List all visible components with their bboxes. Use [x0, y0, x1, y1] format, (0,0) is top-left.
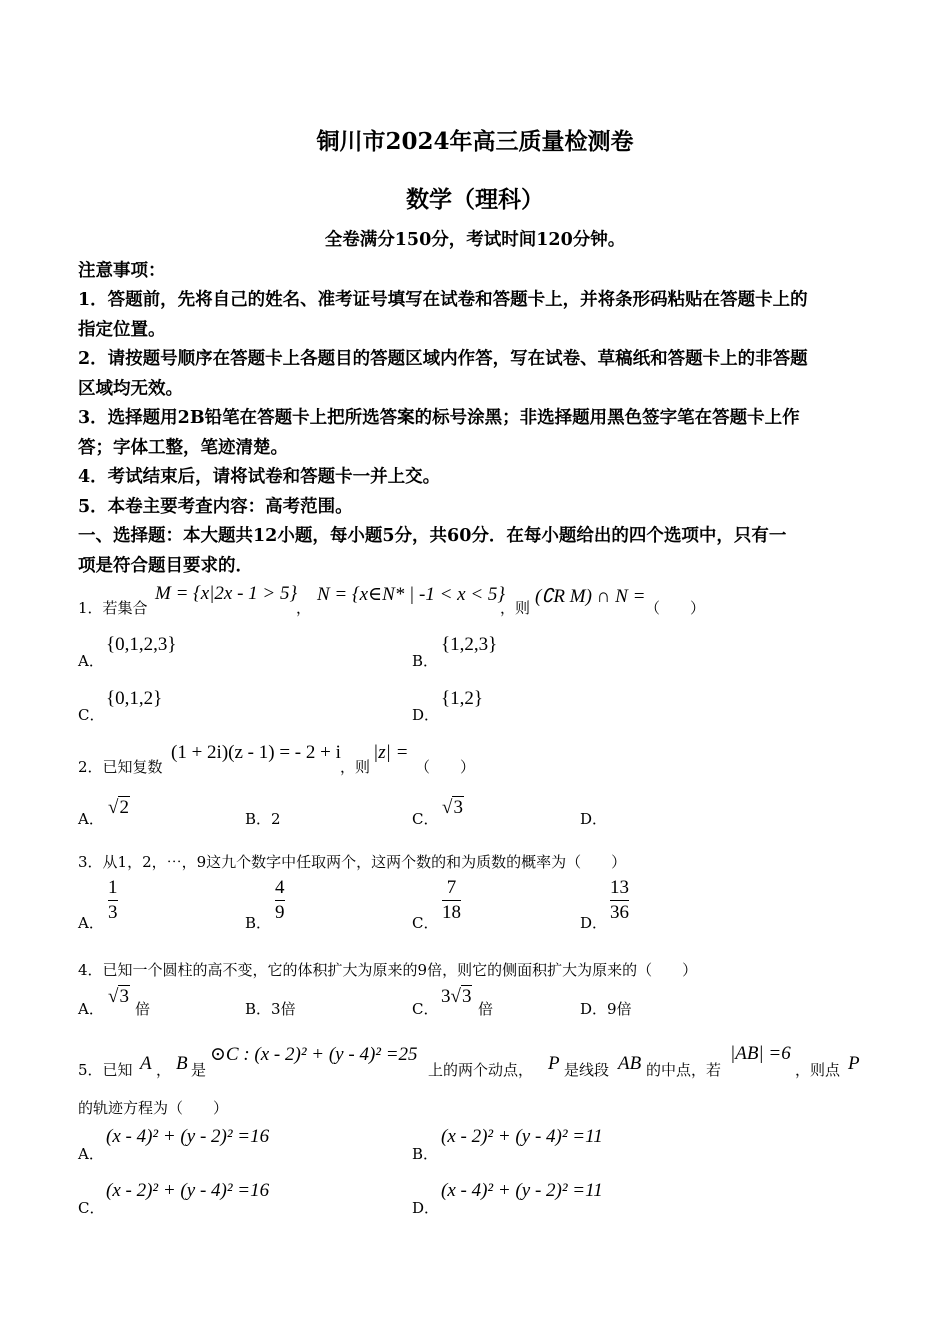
q1-option-d: {1,2} — [441, 688, 483, 709]
q4-option-c-radicand: 3 — [461, 986, 472, 1007]
exam-subject: 数学（理科） — [406, 186, 544, 213]
q5-point-p: P — [548, 1053, 560, 1074]
q5-option-a: (x - 4)² + (y - 2)² =16 — [106, 1126, 270, 1147]
q5-mid4: ，则点 — [795, 1061, 841, 1079]
q2-prefix: 2．已知复数 — [78, 758, 163, 776]
q5-option-b: (x - 2)² + (y - 4)² =11 — [441, 1126, 603, 1147]
q5-sep: ， — [156, 1061, 172, 1079]
note-2a: 2．请按题号顺序在答题卡上各题目的答题区域内作答，写在试卷、草稿纸和答题卡上的非答题 — [78, 349, 808, 369]
q5-mid2: 是线段 — [564, 1061, 610, 1079]
q4-stem: 4．已知一个圆柱的高不变，它的体积扩大为原来的9倍，则它的侧面积扩大为原来的（ ） — [78, 961, 698, 979]
q4-option-c: 3√3 — [441, 986, 472, 1007]
note-3a: 3．选择题用2B铅笔在答题卡上把所选答案的标号涂黑；非选择题用黑色签字笔在答题卡上作 — [78, 408, 800, 428]
q1-set-m: M = {x|2x - 1 > 5} — [155, 583, 298, 604]
q4-option-d: D．9倍 — [580, 1000, 632, 1018]
q1-comma: ， — [296, 599, 312, 617]
note-1a: 1．答题前，先将自己的姓名、准考证号填写在试卷和答题卡上，并将条形码粘贴在答题卡上的 — [78, 290, 808, 310]
q2-expr: (1 + 2i)(z - 1) = - 2 + i — [171, 742, 341, 763]
q4-option-c-label: C． — [412, 1000, 439, 1018]
q4-option-a: √3 — [108, 986, 129, 1007]
q5-point-a: A — [140, 1053, 152, 1074]
exam-info: 全卷满分150分，考试时间120分钟。 — [324, 230, 626, 250]
q2-option-b: B．2 — [245, 810, 281, 828]
q5-prefix: 5．已知 — [78, 1061, 133, 1079]
q1-prefix: 1．若集合 — [78, 599, 148, 617]
q3-option-b-label: B． — [245, 914, 272, 932]
q1-option-b: {1,2,3} — [441, 634, 498, 655]
q1-option-c-label: C． — [78, 706, 105, 724]
q4-option-c-coef: 3 — [441, 986, 451, 1007]
q5-is: 是 — [191, 1061, 207, 1079]
q1-then: ，则 — [500, 599, 531, 617]
q3-a-den: 3 — [108, 902, 118, 923]
q3-option-b — [275, 877, 285, 924]
q2-abs: |z| = — [373, 742, 409, 763]
q3-b-den: 9 — [275, 902, 285, 923]
q5-option-c-label: C． — [78, 1199, 105, 1217]
q5-option-c: (x - 2)² + (y - 4)² =16 — [106, 1180, 270, 1201]
q2-option-d: D． — [580, 810, 608, 828]
q5-line-2: 的轨迹方程为（ ） — [78, 1099, 229, 1117]
q2-then: ，则 — [340, 758, 371, 776]
q2-option-c-radicand: 3 — [453, 797, 463, 818]
note-4: 4．考试结束后，请将试卷和答题卡一并上交。 — [78, 467, 441, 487]
q2-option-a-radicand: 2 — [119, 797, 129, 818]
q4-option-a-radicand: 3 — [119, 986, 129, 1007]
q3-c-num: 7 — [446, 877, 457, 898]
q2-option-a: √2 — [108, 797, 129, 818]
q1-option-b-label: B． — [412, 652, 439, 670]
q4-option-c-unit: 倍 — [478, 1000, 494, 1018]
q3-b-num: 4 — [275, 877, 285, 898]
section-line-1: 一、选择题：本大题共12小题，每小题5分，共60分．在每小题给出的四个选项中，只有一 — [78, 526, 787, 546]
q1-expr: (∁R M) ∩ N = — [535, 586, 646, 607]
q5-option-b-label: B． — [412, 1145, 439, 1163]
q5-option-d: (x - 4)² + (y - 2)² =11 — [441, 1180, 603, 1201]
q4-option-a-label: A． — [78, 1000, 104, 1018]
q3-d-num: 13 — [610, 877, 629, 898]
q3-c-den: 18 — [442, 902, 461, 923]
q5-point-p2: P — [848, 1053, 860, 1074]
note-1b: 指定位置。 — [78, 320, 166, 340]
q3-a-num: 1 — [108, 877, 118, 898]
q3-option-a — [108, 877, 118, 924]
q2-option-c-label: C． — [412, 810, 439, 828]
q2-blank: （ ） — [415, 758, 476, 776]
q3-stem: 3．从1，2，⋯，9这九个数字中任取两个，这两个数的和为质数的概率为（ ） — [78, 853, 627, 871]
q1-option-a-label: A． — [78, 652, 104, 670]
q5-option-a-label: A． — [78, 1145, 104, 1163]
q5-option-d-label: D． — [412, 1199, 440, 1217]
q5-point-b: B — [176, 1053, 188, 1074]
q5-circle: ⊙C : (x - 2)² + (y - 4)² =25 — [210, 1044, 418, 1065]
q1-blank: （ ） — [645, 599, 706, 617]
q3-option-c-label: C． — [412, 914, 439, 932]
q3-d-den: 36 — [610, 902, 629, 923]
section-line-2: 项是符合题目要求的． — [78, 556, 253, 576]
note-3b: 答；字体工整，笔迹清楚。 — [78, 438, 288, 458]
note-5: 5．本卷主要考查内容：高考范围。 — [78, 497, 353, 517]
q4-option-b: B．3倍 — [245, 1000, 296, 1018]
exam-title: 铜川市2024年高三质量检测卷 — [316, 128, 634, 155]
q5-mid3: 的中点，若 — [646, 1061, 722, 1079]
q5-segment-ab: AB — [618, 1053, 642, 1074]
q3-option-d — [610, 877, 629, 924]
q1-option-d-label: D． — [412, 706, 440, 724]
note-2b: 区域均无效。 — [78, 379, 183, 399]
q1-option-a: {0,1,2,3} — [106, 634, 177, 655]
q2-option-a-label: A． — [78, 810, 104, 828]
q3-option-c — [442, 877, 461, 924]
q1-set-n: N = {x∈N* | -1 < x < 5} — [317, 584, 505, 605]
notes-heading: 注意事项： — [78, 261, 166, 281]
q2-option-c: √3 — [442, 797, 463, 818]
q5-mid1: 上的两个动点， — [428, 1061, 534, 1079]
q3-option-d-label: D． — [580, 914, 608, 932]
q3-option-a-label: A． — [78, 914, 104, 932]
q5-abs: |AB| =6 — [730, 1043, 791, 1064]
q4-option-a-unit: 倍 — [135, 1000, 151, 1018]
q1-option-c: {0,1,2} — [106, 688, 163, 709]
